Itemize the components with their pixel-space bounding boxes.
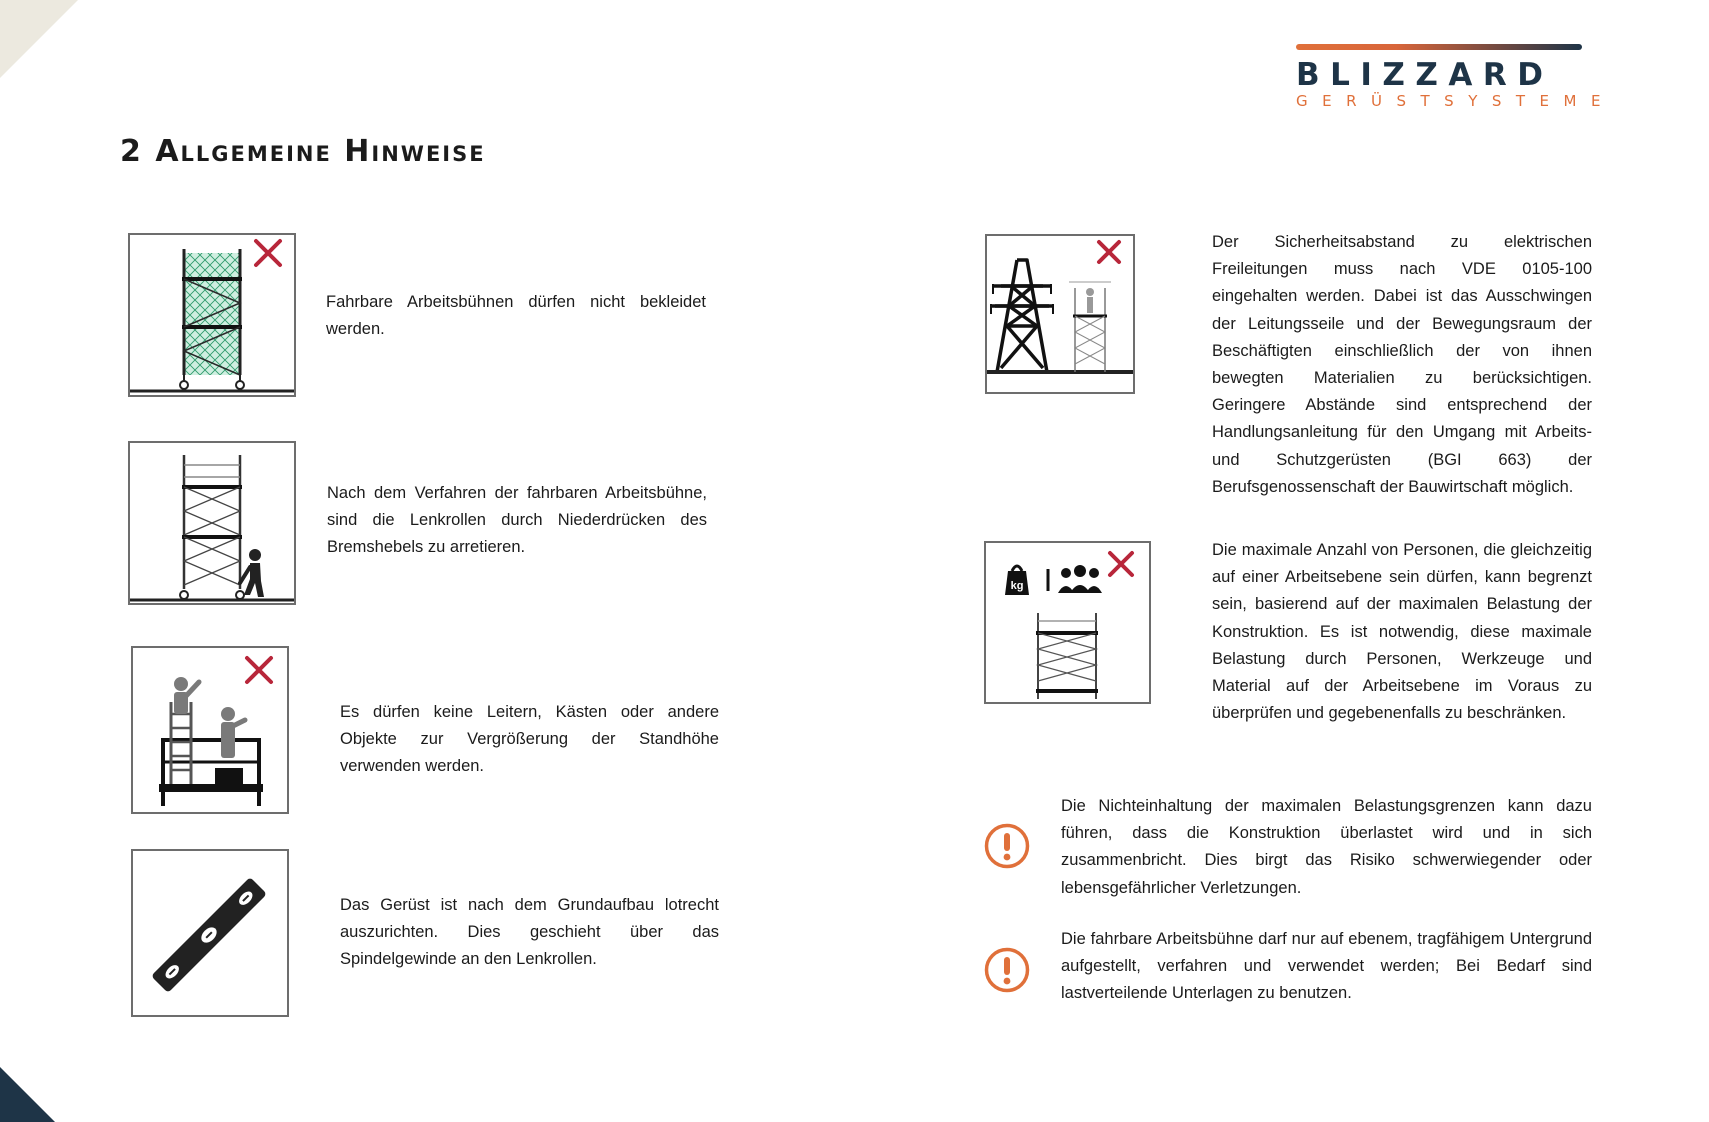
hint-no-ladder-text: Es dürfen keine Leitern, Kästen oder andere Objekte zur Vergrößerung der Standhöhe verwenden werden. [340, 703, 719, 776]
load-and-persons-limit-icon [984, 541, 1151, 704]
corner-decoration-bottom [0, 1067, 55, 1122]
section-title: 2 Allgemeine Hinweise [120, 134, 486, 169]
exclamation-circle-icon [984, 947, 1030, 993]
cladded-scaffold-prohibited-icon [128, 233, 296, 397]
warning-ground-text: Die fahrbare Arbeitsbühne darf nur auf ebenem, tragfähigem Untergrund aufgestellt, verfahren und verwendet werden; Bei Bedarf sind lastverteilende Unterlagen zu benutzen. [1061, 930, 1592, 1003]
no-ladder-on-platform-icon [131, 646, 289, 814]
weight-kg-label: kg [1010, 580, 1024, 592]
exclamation-circle-icon [984, 823, 1030, 869]
hint-castor-brake-text: Nach dem Verfahren der fahrbaren Arbeitsbühne, sind die Lenkrollen durch Niederdrücken des Bremshebels zu arretieren. [327, 484, 707, 557]
warning-overload-text: Die Nichteinhaltung der maximalen Belastungsgrenzen kann dazu führen, dass die Konstruktion überlastet wird und in sich zusammenbricht. Dies birgt das Risiko schwerwiegender oder lebensgefährlicher Verletzungen. [1061, 797, 1592, 897]
castor-brake-icon [128, 441, 296, 605]
hint-max-persons-text: Die maximale Anzahl von Personen, die gleichzeitig auf einer Arbeitsebene sein dürfen, kann begrenzt sein, basierend auf der maximalen Belastung der Konstruktion. Es ist notwendig, diese maximale Belastung durch Personen, Werkzeuge und Material auf der Arbeitsebene im Voraus zu überprüfen und gegebenenfalls zu beschränken. [1212, 541, 1592, 723]
hint-cladding-text: Fahrbare Arbeitsbühnen dürfen nicht bekleidet werden. [326, 293, 706, 339]
power-line-distance-icon [985, 234, 1135, 394]
hint-plumb-alignment-text: Das Gerüst ist nach dem Grundaufbau lotrecht auszurichten. Dies geschieht über das Spindelgewinde an den Lenkrollen. [340, 896, 719, 969]
spirit-level-icon [131, 849, 289, 1017]
logo-tagline: GERÜSTSYSTEME [1296, 92, 1615, 110]
logo-wordmark: BLIZZARD [1296, 57, 1554, 93]
hint-power-line-distance-text: Der Sicherheitsabstand zu elektrischen Freileitungen muss nach VDE 0105-100 eingehalten werden. Dabei ist das Ausschwingen der Leitungsseile und der Bewegungsraum der Beschäftigten einschließlich der von ihnen bewegten Materialien zu berücksichtigen. Geringere Abstände sind entsprechend der Handlungsanleitung für den Umgang mit Arbeits- und Schutzgerüsten (BGI 663) der Berufsgenossenschaft der Bauwirtschaft möglich. [1212, 233, 1592, 496]
logo-accent-bar [1296, 44, 1582, 50]
corner-decoration-top [0, 0, 78, 78]
brand-logo [1296, 44, 1615, 110]
